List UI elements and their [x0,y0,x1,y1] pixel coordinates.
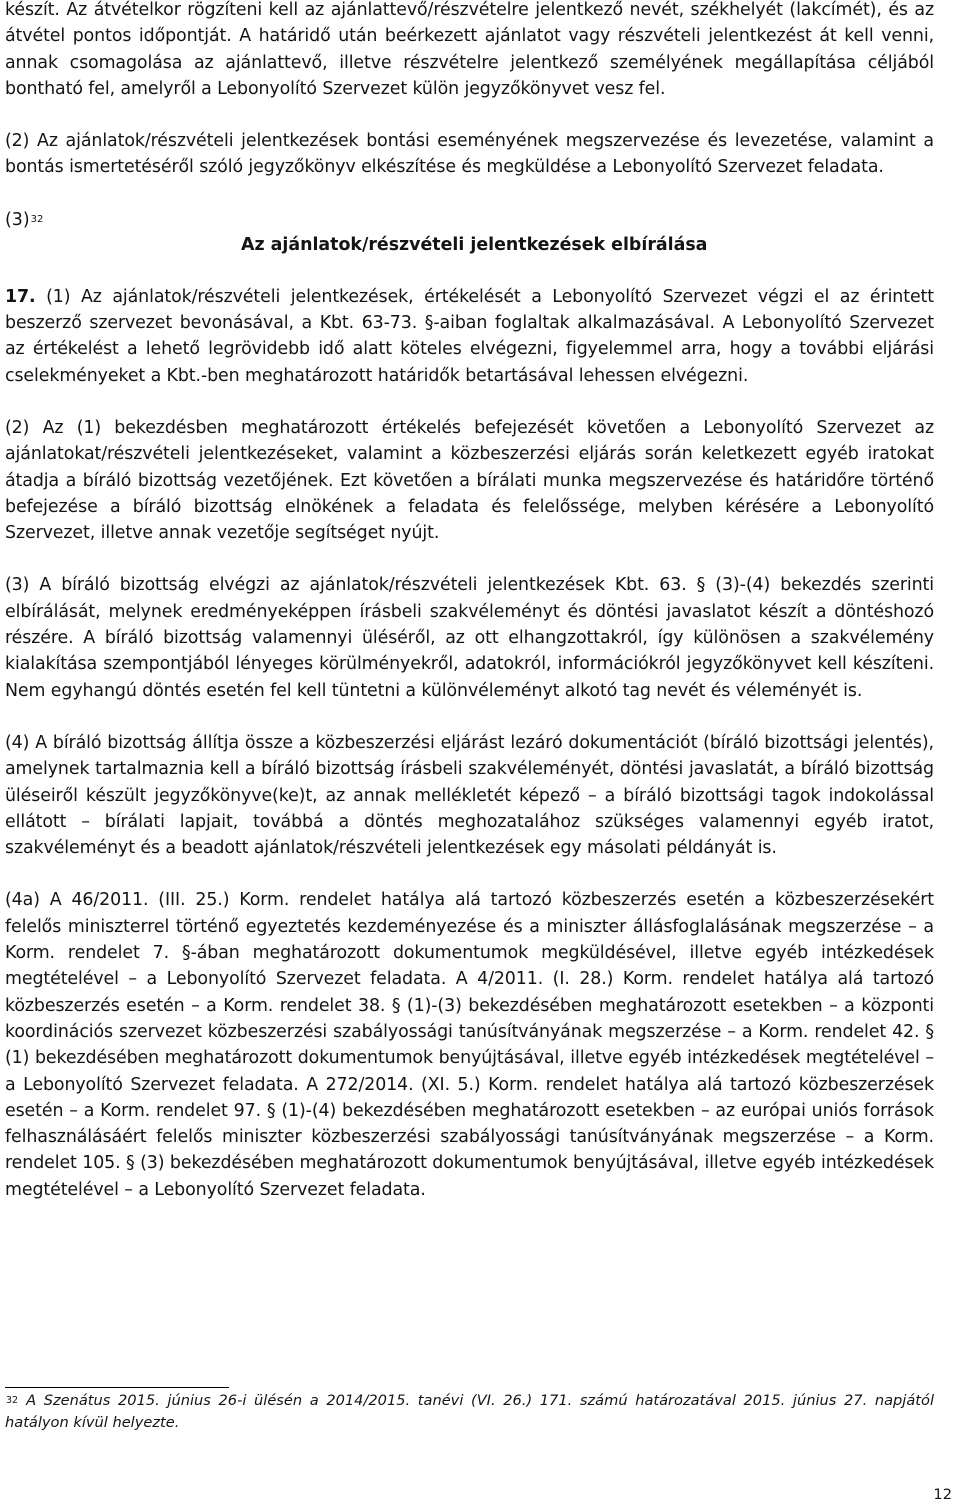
page-number: 12 [933,1486,952,1503]
paragraph-2: (2) Az ajánlatok/részvételi jelentkezések bontási eseményének megszervezése és levezetése, valamint a bontás ismertetéséről szóló jegyzőkönyv elkészítése és megküldése a Lebonyolító Szervezet feladata. [5,131,934,178]
footnote-divider [5,1387,229,1388]
footnote-reference[interactable]: 32 [30,213,44,225]
section-paragraph-4a: (4a) A 46/2011. (III. 25.) Korm. rendelet hatálya alá tartozó közbeszerzés esetén a közbeszerzésekért felelős miniszterrel történő egyeztetés kezdeményezése és a miniszter állásfoglalásának megszerzése – a Korm. rendelet 7. §-ában meghatározott dokumentumok megküldésével, illetve egyéb intézkedések megtételével – a Lebonyolító Szervezet feladata. A 4/2011. (I. 28.) Korm. rendelet hatálya alá tartozó közbeszerzés esetén – a Korm. rendelet 38. § (1)-(3) bekezdésében meghatározott esetekben – a központi koordinációs szervezet közbeszerzési szabályossági tanúsítványának megszerzése – a Korm. rendelet 42. § (1) bekezdésében meghatározott dokumentumok benyújtásával, illetve egyéb intézkedések megtételével – a Lebonyolító Szervezet feladata. A 272/2014. (XI. 5.) Korm. rendelet hatálya alá tartozó közbeszerzések esetén – a Korm. rendelet 97. § (1)-(4) bekezdésében meghatározott esetekben – az európai uniós források felhasználásáért felelős miniszter közbeszerzési szabályossági tanúsítványának megszerzése – a Korm. rendelet 105. § (3) bekezdésében meghatározott dokumentumok benyújtásával, illetve egyéb intézkedések megtételével – a Lebonyolító Szervezet feladata. [5,890,934,1200]
section-paragraph-1 [5,284,934,389]
document-page [5,0,934,1203]
paragraph-3-label: (3) [5,209,30,230]
paragraph-3-marker [5,207,934,233]
section-paragraph-2: (2) Az (1) bekezdésben meghatározott értékelés befejezését követően a Lebonyolító Szervezet az ajánlatokat/részvételi jelentkezéseket, valamint a közbeszerzési eljárás során keletkezett egyéb iratokat átadja a bíráló bizottság vezetőjének. Ezt követően a bírálati munka megszervezése és határidőre történő befejezése a bíráló bizottság elnökének a feladata és felelőssége, melyben kérésére a Lebonyolító Szervezet, illetve annak vezetője segítséget nyújt. [5,417,934,544]
section-paragraph-3: (3) A bíráló bizottság elvégzi az ajánlatok/részvételi jelentkezések Kbt. 63. § (3)-(4) bekezdés szerinti elbírálását, melynek eredményeképpen írásbeli szakvéleményt és döntési javaslatot készít a döntéshozó részére. A bíráló bizottság valamennyi üléséről, az ott elhangzottakról, így különösen a szakvélemény kialakítása szempontjából lényeges körülményekről, adatokról, információkról jegyzőkönyvet kell készíteni. Nem egyhangú döntés esetén fel kell tüntetni a különvéleményt alkotó tag nevét és véleményét is. [5,575,934,701]
footnote-text: A Szenátus 2015. június 26-i ülésén a 2014/2015. tanévi (VI. 26.) 171. számú határozatával 2015. június 27. napjától hatályon kívül helyezte. [5,1392,934,1431]
paragraph-intro: készít. Az átvételkor rögzíteni kell az ajánlattevő/részvételre jelentkező nevét, székhelyét (lakcímét), és az átvétel pontos időpontját. A határidő után beérkezett ajánlatot vagy részvételi jelentkezést át kell venni, annak csomagolása az ajánlattevő, illetve részvételre jelentkező személyének megállapítása céljából bontható fel, amelyről a Lebonyolító Szervezet külön jegyzőkönyvet vesz fel. [5,0,934,99]
section-paragraph-4: (4) A bíráló bizottság állítja össze a közbeszerzési eljárást lezáró dokumentációt (bíráló bizottsági jelentés), amelynek tartalmaznia kell a bíráló bizottság írásbeli szakvéleményét, döntési javaslatát, a bíráló bizottság üléseiről készült jegyzőkönyve(ke)t, az annak mellékletét képező – a bíráló bizottsági tagok indokolással ellátott – bírálati lapjait, továbbá a döntés meghozatalához szükséges valamennyi egyéb iratot, szakvéleményt és a beadott ajánlatok/részvételi jelentkezések egy másolati példányát is. [5,732,934,859]
section-paragraph-1-text: (1) Az ajánlatok/részvételi jelentkezések, értékelését a Lebonyolító Szervezet végzi el az érintett beszerző szervezet bevonásával, a Kbt. 63-73. §-aiban foglaltak alkalmazásával. A Lebonyolító Szervezet az értékelést a lehető legrövidebb idő alatt köteles elvégezni, figyelemmel arra, hogy a további eljárási cselekményeket a Kbt.-ben meghatározott határidők betartásával lehessen elvégezni. [5,286,934,386]
footnote-marker: 32 [6,1395,19,1406]
section-number: 17. [5,286,36,307]
section-title: Az ajánlatok/részvételi jelentkezések elbírálása [241,234,708,255]
footnote [5,1390,934,1434]
